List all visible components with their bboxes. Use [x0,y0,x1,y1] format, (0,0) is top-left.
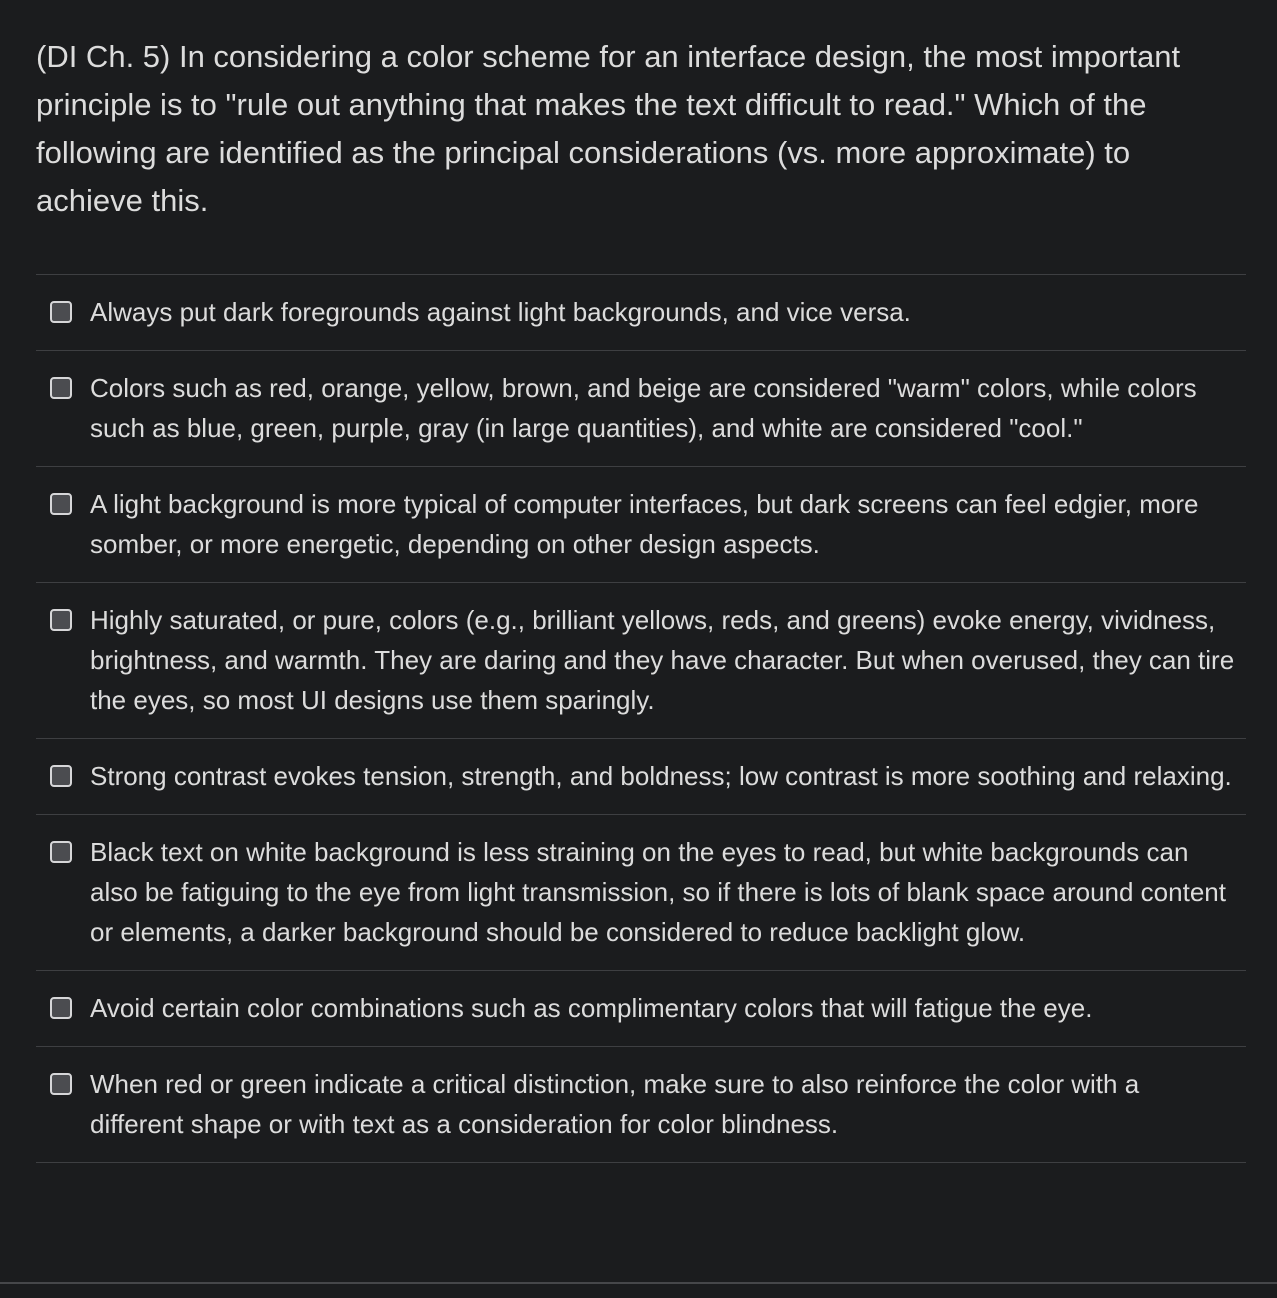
answer-list [36,274,1246,1163]
answer-label: Black text on white background is less straining on the eyes to read, but white backgrounds can also be fatiguing to the eye from light transmission, so if there is lots of blank space around content or elements, a darker background should be considered to reduce backlight glow. [90,837,1226,947]
answer-option[interactable] [36,815,1246,971]
answer-option[interactable] [36,739,1246,815]
answer-option[interactable] [36,275,1246,351]
answer-option[interactable] [36,971,1246,1047]
answer-option[interactable] [36,467,1246,583]
answer-label: Highly saturated, or pure, colors (e.g., brilliant yellows, reds, and greens) evoke energy, vividness, brightness, and warmth. They are daring and they have character. But when overused, they can tire the eyes, so most UI designs use them sparingly. [90,605,1235,715]
answer-option[interactable] [36,1047,1246,1163]
answer-option[interactable] [36,583,1246,739]
answer-checkbox[interactable] [50,841,72,863]
answer-label: When red or green indicate a critical distinction, make sure to also reinforce the color with a different shape or with text as a consideration for color blindness. [90,1069,1140,1139]
answer-checkbox[interactable] [50,301,72,323]
answer-label: A light background is more typical of computer interfaces, but dark screens can feel edgier, more somber, or more energetic, depending on other design aspects. [90,489,1199,559]
answer-checkbox[interactable] [50,493,72,515]
answer-label: Strong contrast evokes tension, strength, and boldness; low contrast is more soothing and relaxing. [90,761,1232,791]
answer-option[interactable] [36,351,1246,467]
answer-checkbox[interactable] [50,609,72,631]
answer-label: Always put dark foregrounds against light backgrounds, and vice versa. [90,297,911,327]
answer-checkbox[interactable] [50,377,72,399]
bottom-divider [0,1282,1277,1284]
answer-label: Colors such as red, orange, yellow, brown, and beige are considered "warm" colors, while colors such as blue, green, purple, gray (in large quantities), and white are considered "cool." [90,373,1197,443]
answer-checkbox[interactable] [50,1073,72,1095]
answer-checkbox[interactable] [50,765,72,787]
answer-label: Avoid certain color combinations such as complimentary colors that will fatigue the eye. [90,993,1093,1023]
question-text: (DI Ch. 5) In considering a color scheme for an interface design, the most important principle is to "rule out anything that makes the text difficult to read." Which of the following are identified as the principal considerations (vs. more approximate) to achieve this. [36,39,1181,218]
answer-checkbox[interactable] [50,997,72,1019]
